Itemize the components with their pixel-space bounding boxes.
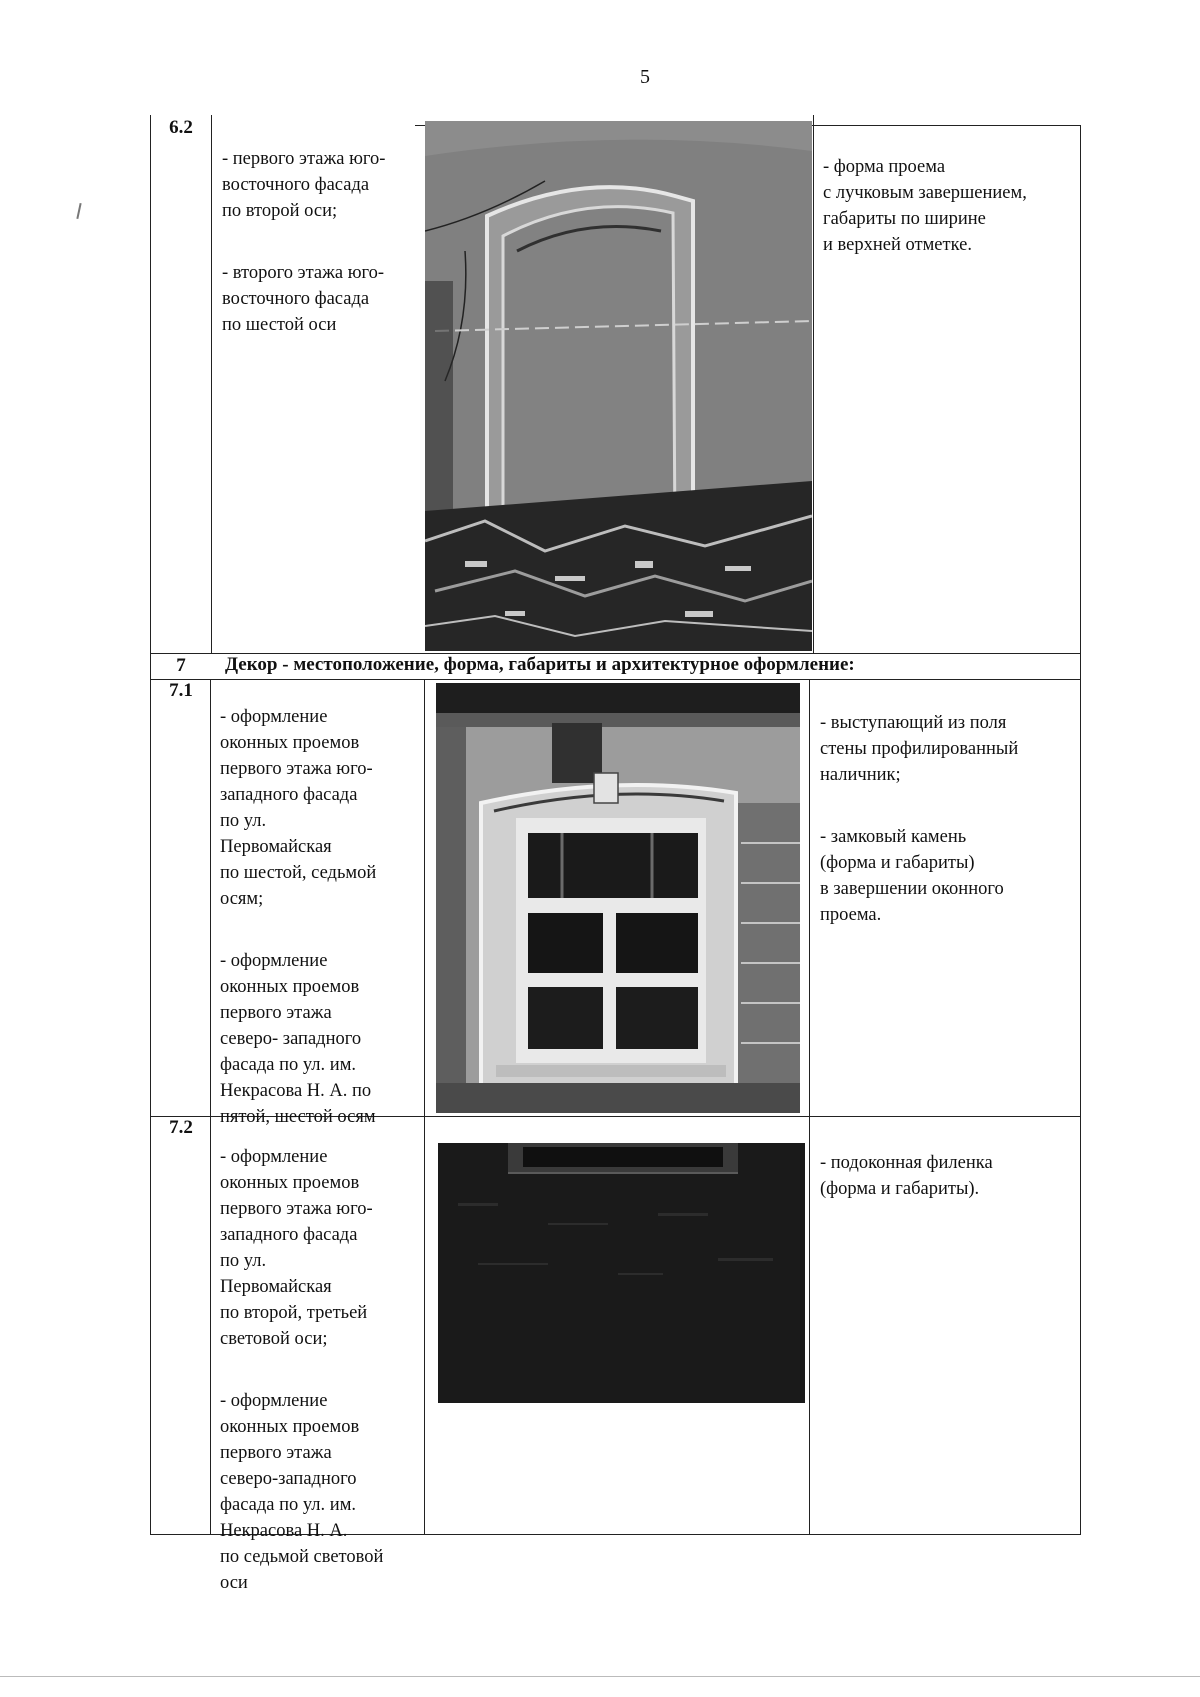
arched-door-opening-photo [425,121,812,651]
location-text: - оформление оконных проемов первого этажа северо- западного фасада по ул. им. Некрасова Н. А. по пятой, шестой осям [220,951,376,1127]
description-text: - форма проема с лучковым завершением, габариты по ширине и верхней отметке. [823,157,1027,255]
description-text: - подоконная филенка (форма и габариты). [820,1153,993,1199]
window-with-trim-photo [436,683,800,1113]
row-number: 6.2 [169,117,193,138]
location-text: - первого этажа юго- восточного фасада по второй оси; [222,149,386,221]
description-cell [820,684,1078,964]
section-number: 7 [176,655,186,676]
description-text: - выступающий из поля стены профилированный наличник; [820,713,1019,785]
location-text: - второго этажа юго- восточного фасада по шестой оси [222,263,385,335]
location-text: - оформление оконных проемов первого этажа юго- западного фасада по ул. Первомайская по шестой, седьмой осям; [220,707,377,909]
location-text: - оформление оконных проемов первого этажа юго- западного фасада по ул. Первомайская по второй, третьей световой оси; [220,1147,373,1349]
scan-edge [0,1676,1200,1677]
description-cell [823,128,1078,294]
underwindow-panel-photo [438,1143,805,1403]
location-cell [220,678,420,1166]
scan-mark [76,203,81,219]
location-cell [222,120,422,374]
section-heading: Декор - местоположение, форма, габариты и архитектурное оформление: [225,654,855,675]
location-text: - оформление оконных проемов первого этажа северо-западного фасада по ул. им. Некрасова Н. А. по седьмой световой оси [220,1391,384,1593]
row-number: 7.2 [169,1117,193,1138]
description-text: - замковый камень (форма и габариты) в завершении оконного проема. [820,827,1004,925]
row-number: 7.1 [169,680,193,701]
description-cell [820,1124,1078,1238]
location-cell [220,1118,420,1632]
page-number: 5 [640,66,650,88]
